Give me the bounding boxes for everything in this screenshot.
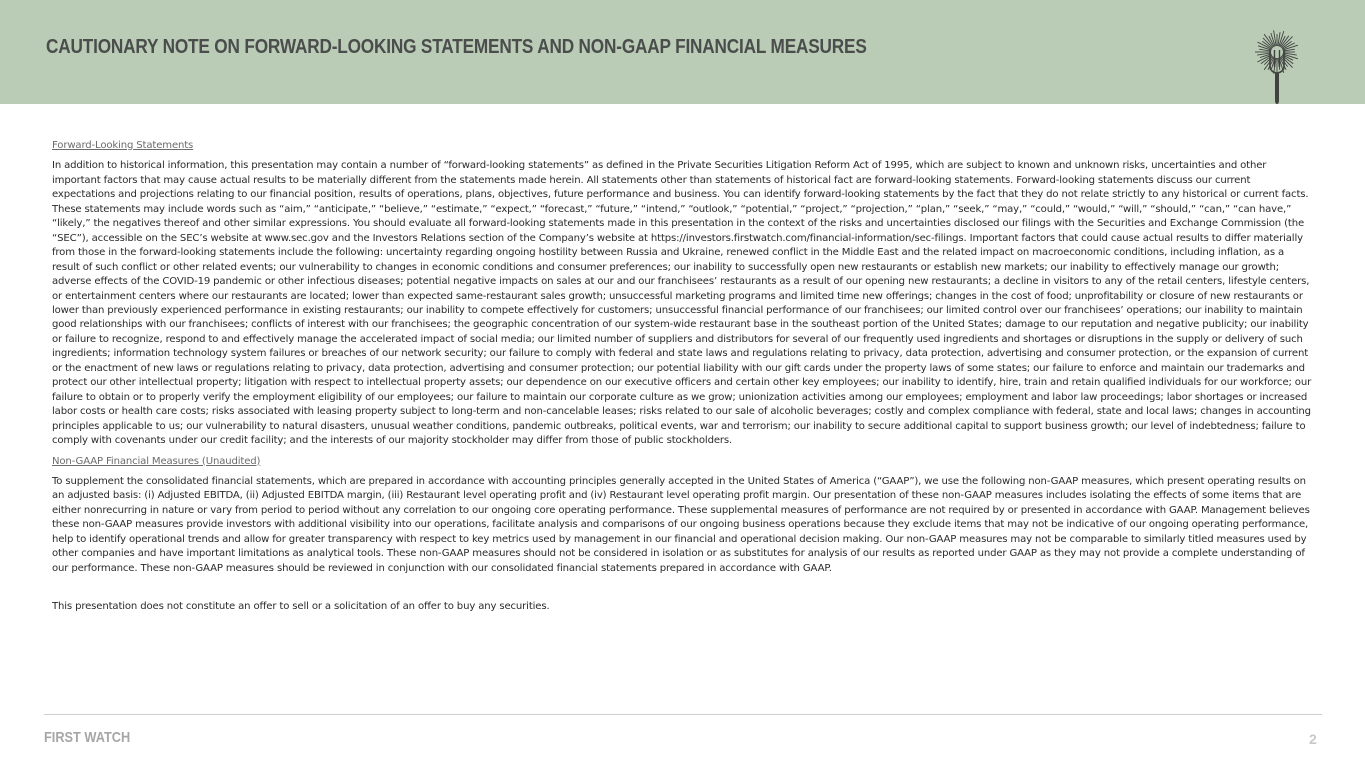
non-gaap-body: To supplement the consolidated financial statements, which are prepared in accordance with accounting principles generally accepted in the United States of America (“GAAP”), we use the following non-GAAP measures, which present operating results on an adjusted basis: (i) Adjusted EBITDA, (ii) Adjusted EBITDA margin, (iii) Restaurant level operating profit and (iv) Restaurant level operating profit margin. Our presentation of these non-GAAP measures includes isolating the effects of some items that are either nonrecurring in nature or vary from period to period without any correlation to our ongoing core operating performance. These supplemental measures of performance are not required by or presented in accordance with GAAP. Management believes these non-GAAP measures provide investors with additional visibility into our operations, facilitate analysis and comparisons of our ongoing business operations because they exclude items that may not be indicative of our ongoing operating performance, help to identify operational trends and allow for greater transparency with respect to key metrics used by management in our financial and operational decision making. Our non-GAAP measures may not be comparable to similarly titled measures used by other companies and have important limitations as analytical tools. These non-GAAP measures should not be considered in isolation or as substitutes for analysis of our results as reported under GAAP as they may not provide a complete understanding of our performance. These non-GAAP measures should be reviewed in conjunction with our consolidated financial statements prepared in accordance with GAAP. xyxy=(52,475,1310,574)
header-banner xyxy=(0,0,1365,104)
offer-disclaimer: This presentation does not constitute an offer to sell or a solicitation of an offer to buy any securities. xyxy=(52,601,550,613)
page-title: CAUTIONARY NOTE ON FORWARD-LOOKING STATEMENTS AND NON-GAAP FINANCIAL MEASURES xyxy=(46,36,867,58)
footer-brand-logo: FIRST WATCH xyxy=(44,729,131,746)
forward-looking-body: In addition to historical information, this presentation may contain a number of “forward-looking statements” as defined in the Private Securities Litigation Reform Act of 1995, which are subject to known and unknown risks, uncertainties and other important factors that may cause actual results to be materially different from the statements made herein. All statements other than statements of historical fact are forward-looking statements. Forward-looking statements discuss our current expectations and projections relating to our financial position, results of operations, plans, objectives, future performance and business. You can identify forward-looking statements by the fact that they do not relate strictly to any historical or current facts. These statements may include words such as “aim,” “anticipate,” “believe,” “estimate,” “expect,” “forecast,” “future,” “intend,” “outlook,” “potential,” “project,” “projection,” “plan,” “seek,” “may,” “could,” “would,” “will,” “should,” “can,” “can have,” “likely,” the negatives thereof and other similar expressions. You should evaluate all forward-looking statements made in this presentation in the context of the risks and uncertainties disclosed our filings with the Securities and Exchange Commission (the “SEC”), accessible on the SEC’s website at www.sec.gov and the Investors Relations section of the Company’s website at https://investors.firstwatch.com/financial-information/sec-filings. Important factors that could cause actual results to differ materially from those in the forward-looking statements include the following: uncertainty regarding ongoing hostility between Russia and Ukraine, renewed conflict in the Middle East and the related impact on macroeconomic conditions, including inflation, as a result of such conflict or other related events; our vulnerability to changes in economic conditions and consumer preferences; our inability to successfully open new restaurants or establish new markets; our inability to effectively manage our growth; adverse effects of the COVID-19 pandemic or other infectious diseases; potential negative impacts on sales at our and our franchisees’ restaurants as a result of our opening new restaurants; a decline in visitors to any of the retail centers, lifestyle centers, or entertainment centers where our restaurants are located; lower than expected same-restaurant sales growth; unsuccessful marketing programs and limited time new offerings; changes in the cost of food; unprofitability or closure of new restaurants or lower than previously experienced performance in existing restaurants; our inability to compete effectively for customers; unsuccessful financial performance of our franchisees; our limited control over our franchisees’ operations; our inability to maintain good relationships with our franchisees; conflicts of interest with our franchisees; the geographic concentration of our system-wide restaurant base in the southeast portion of the United States; damage to our reputation and negative publicity; our inability or failure to recognize, respond to and effectively manage the accelerated impact of social media; our limited number of suppliers and distributors for several of our frequently used ingredients and shortages or disruptions in the supply or delivery of such ingredients; information technology system failures or breaches of our network security; our failure to comply with federal and state laws and regulations relating to privacy, data protection, advertising and consumer protection, or the expansion of current or the enactment of new laws or regulations relating to privacy, data protection, advertising and consumer protection; our potential liability with our gift cards under the property laws of some states; our failure to enforce and maintain our trademarks and protect our other intellectual property; litigation with respect to intellectual property assets; our dependence on our executive officers and certain other key employees; our inability to identify, hire, train and retain qualified individuals for our workforce; our failure to obtain or to properly verify the employment eligibility of our employees; our failure to maintain our corporate culture as we grow; unionization activities among our employees; employment and labor law proceedings; labor shortages or increased labor costs or health care costs; risks associated with leasing property subject to long-term and non-cancelable leases; risks related to our sale of alcoholic beverages; costly and complex compliance with federal, state and local laws; changes in accounting principles applicable to us; our vulnerability to natural disasters, unusual weather conditions, pandemic outbreaks, political events, war and terrorism; our inability to secure additional capital to support business growth; our level of indebtedness; failure to comply with covenants under our credit facility; and the interests of our majority stockholder may differ from those of public stockholders. xyxy=(52,160,1312,447)
page-number: 2 xyxy=(1309,731,1317,747)
non-gaap-heading: Non-GAAP Financial Measures (Unaudited) xyxy=(52,455,261,467)
main-content xyxy=(52,139,1314,621)
fork-sunburst-icon xyxy=(1248,26,1306,106)
footer-divider xyxy=(44,714,1322,715)
forward-looking-heading: Forward-Looking Statements xyxy=(52,140,194,151)
